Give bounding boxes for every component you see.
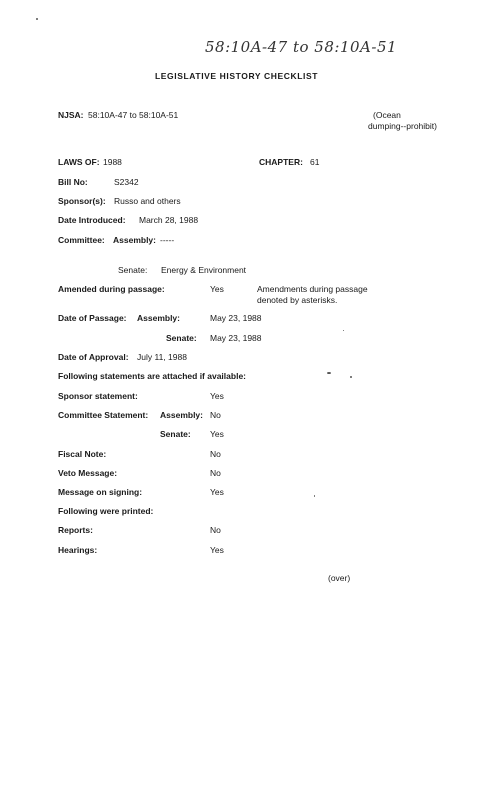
amended-note-line2: denoted by asterisks. — [257, 295, 338, 305]
laws-of-label: LAWS OF: — [58, 157, 100, 167]
scan-speck — [343, 330, 344, 331]
scan-speck — [327, 372, 331, 374]
fiscal-note-value: No — [210, 449, 221, 459]
scan-speck — [314, 495, 315, 497]
njsa-note-line2: dumping--prohibit) — [368, 121, 437, 131]
sponsors-value: Russo and others — [114, 196, 181, 206]
committee-label: Committee: — [58, 235, 105, 245]
bill-no-value: S2342 — [114, 177, 139, 187]
amended-value: Yes — [210, 284, 224, 294]
committee-statement-senate-value: Yes — [210, 429, 224, 439]
hearings-value: Yes — [210, 545, 224, 555]
chapter-value: 61 — [310, 157, 320, 167]
committee-senate-value: Energy & Environment — [161, 265, 247, 275]
date-of-approval-value: July 11, 1988 — [137, 352, 187, 362]
committee-assembly-value: ----- — [160, 235, 175, 245]
bill-no-label: Bill No: — [58, 177, 88, 187]
page-title: LEGISLATIVE HISTORY CHECKLIST — [155, 71, 319, 81]
message-on-signing-label: Message on signing: — [58, 487, 143, 497]
handwritten-citation: 58:10A-47 to 58:10A-51 — [205, 38, 398, 56]
date-of-approval-label: Date of Approval: — [58, 352, 129, 362]
amended-label: Amended during passage: — [58, 284, 165, 294]
message-on-signing-value: Yes — [210, 487, 224, 497]
chapter-label: CHAPTER: — [259, 157, 303, 167]
scan-speck — [350, 376, 352, 378]
njsa-note-line1: (Ocean — [373, 110, 401, 120]
committee-statement-assembly-label: Assembly: — [160, 410, 203, 420]
hearings-label: Hearings: — [58, 545, 98, 555]
date-of-passage-label: Date of Passage: — [58, 313, 127, 323]
passage-senate-value: May 23, 1988 — [210, 333, 262, 343]
njsa-label: NJSA: — [58, 110, 84, 120]
committee-statement-label: Committee Statement: — [58, 410, 149, 420]
committee-statement-assembly-value: No — [210, 410, 221, 420]
committee-statement-senate-label: Senate: — [160, 429, 191, 439]
njsa-value: 58:10A-47 to 58:10A-51 — [88, 110, 179, 120]
amended-note-line1: Amendments during passage — [257, 284, 368, 294]
sponsor-statement-label: Sponsor statement: — [58, 391, 138, 401]
printed-heading: Following were printed: — [58, 506, 154, 516]
over-note: (over) — [328, 573, 351, 583]
veto-message-value: No — [210, 468, 221, 478]
attached-heading: Following statements are attached if available: — [58, 371, 246, 381]
scan-speck — [36, 18, 38, 20]
committee-senate-label: Senate: — [118, 265, 148, 275]
passage-assembly-label: Assembly: — [137, 313, 180, 323]
committee-assembly-label: Assembly: — [113, 235, 156, 245]
fiscal-note-label: Fiscal Note: — [58, 449, 107, 459]
reports-value: No — [210, 525, 221, 535]
veto-message-label: Veto Message: — [58, 468, 118, 478]
laws-of-value: 1988 — [103, 157, 122, 167]
date-introduced-value: March 28, 1988 — [139, 215, 199, 225]
date-introduced-label: Date Introduced: — [58, 215, 126, 225]
reports-label: Reports: — [58, 525, 93, 535]
sponsor-statement-value: Yes — [210, 391, 224, 401]
passage-senate-label: Senate: — [166, 333, 197, 343]
sponsors-label: Sponsor(s): — [58, 196, 106, 206]
passage-assembly-value: May 23, 1988 — [210, 313, 262, 323]
